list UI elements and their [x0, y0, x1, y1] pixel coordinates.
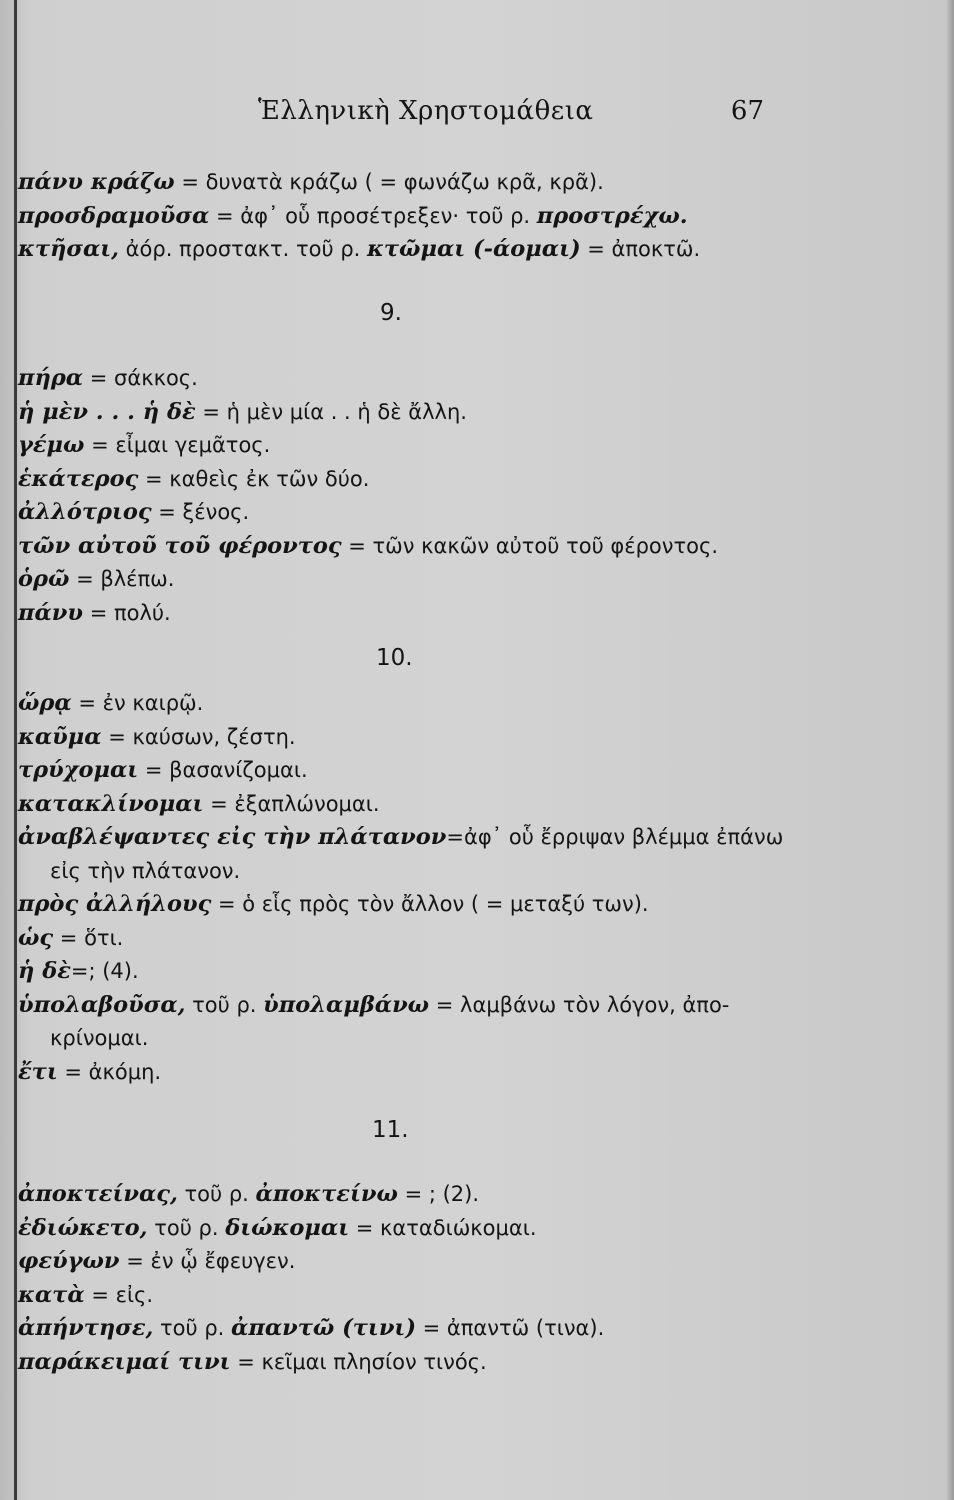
entry-lemma: ἔτι	[18, 1058, 58, 1085]
glossary-entry	[18, 922, 798, 956]
glossary-entry	[18, 687, 798, 721]
page-right-shadow	[946, 0, 954, 1500]
glossary-entry	[18, 1312, 798, 1346]
entry-lemma: τῶν αὐτοῦ τοῦ φέροντος	[18, 532, 342, 559]
entry-gloss-secondary: = ἀποκτῶ.	[580, 237, 701, 261]
entry-lemma: ἀπήντησε,	[18, 1315, 154, 1341]
entry-lemma: πάνυ κράζω	[18, 169, 175, 195]
entry-lemma: καῦμα	[18, 723, 102, 750]
entry-gloss: = ἐν καιρῷ.	[71, 691, 204, 715]
entry-lemma-secondary: κτῶμαι (-άομαι)	[367, 236, 581, 262]
entry-lemma: παράκειμαί τινι	[18, 1348, 231, 1375]
entry-gloss: = ξένος.	[151, 500, 250, 524]
entry-lemma: γέμω	[18, 432, 85, 458]
glossary-entry	[18, 821, 798, 855]
entry-lemma: ἑκάτερος	[18, 465, 139, 492]
entry-gloss: = ἡ μὲν μία . . ἡ δὲ ἄλλη.	[195, 399, 467, 424]
entry-gloss: = βλέπω.	[69, 567, 175, 591]
entry-gloss-secondary: = ἀπαντῶ (τινα).	[415, 1316, 605, 1340]
entry-gloss: ἀόρ. προστακτ. τοῦ ρ.	[119, 237, 368, 261]
entry-gloss-secondary: = καταδιώκομαι.	[349, 1215, 537, 1240]
glossary-entry	[18, 200, 798, 234]
glossary-entry	[18, 166, 798, 200]
glossary-entry-continuation	[18, 1022, 798, 1056]
glossary-entry	[18, 788, 798, 822]
section-number-10: 10.	[376, 645, 413, 671]
glossary-entry	[18, 1178, 798, 1212]
section-10	[18, 687, 798, 1089]
glossary-entry	[18, 233, 798, 267]
entry-gloss: = ἀφ᾿ οὗ προσέτρεξεν· τοῦ ρ.	[209, 203, 537, 228]
glossary-entry	[18, 754, 798, 788]
glossary-entry	[18, 955, 798, 989]
entry-gloss: τοῦ ρ.	[147, 1215, 226, 1240]
glossary-entry	[18, 1212, 798, 1246]
entry-lemma: προσδραμοῦσα	[18, 202, 210, 229]
running-title: Ἑλληνικὴ Χρηστομάθεια	[258, 96, 594, 126]
entry-gloss: =; (4).	[70, 959, 139, 983]
entry-lemma: κατὰ	[18, 1281, 85, 1308]
entry-lemma: κατακλίνομαι	[18, 790, 204, 817]
entry-gloss: τοῦ ρ.	[153, 1316, 232, 1340]
page-number: 67	[730, 96, 764, 126]
section-9	[18, 362, 798, 630]
entry-gloss: = σάκκος.	[83, 366, 198, 390]
entry-lemma: ἡ μὲν . . . ἡ δὲ	[18, 398, 196, 425]
entry-lemma: ἐδιώκετο,	[18, 1214, 148, 1241]
section-number-9: 9.	[380, 300, 402, 326]
entry-lemma: ὡς	[18, 924, 54, 951]
page-spine-edge	[14, 0, 17, 1500]
entry-gloss: = τῶν κακῶν αὐτοῦ τοῦ φέροντος.	[341, 533, 718, 558]
entry-lemma-secondary: ὑπολαμβάνω	[263, 991, 430, 1018]
entry-gloss: = καύσων, ζέστη.	[101, 724, 296, 749]
entry-gloss: = πολύ.	[83, 600, 171, 625]
entry-gloss: = ἐν ᾧ ἔφευγεν.	[119, 1249, 296, 1273]
entry-gloss: = εἰς.	[84, 1282, 154, 1307]
glossary-entry	[18, 1245, 798, 1279]
entry-lemma-secondary: διώκομαι	[225, 1214, 350, 1241]
entry-gloss: = ἀκόμη.	[57, 1059, 162, 1084]
glossary-entry	[18, 530, 798, 564]
entry-gloss: =ἀφ᾿ οὗ ἔρριψαν βλέμμα ἐπάνω	[446, 825, 784, 849]
glossary-entry	[18, 496, 798, 530]
entry-gloss: = ἐξαπλώνομαι.	[203, 791, 380, 816]
entry-lemma: ἀποκτείνας,	[18, 1181, 178, 1207]
entry-gloss: = βασανίζομαι.	[138, 758, 308, 782]
entry-gloss-continuation: κρίνομαι.	[50, 1026, 149, 1050]
entry-lemma-secondary: ἀπαντῶ (τινι)	[231, 1315, 416, 1341]
entry-gloss-secondary: = ; (2).	[397, 1182, 480, 1206]
entry-gloss-continuation: εἰς τὴν πλάτανον.	[50, 858, 241, 883]
entry-lemma: ἀναβλέψαντες εἰς τὴν πλάτανον	[18, 824, 447, 850]
glossary-entry	[18, 429, 798, 463]
glossary-entry	[18, 1279, 798, 1313]
entry-gloss: = δυνατὰ κράζω ( = φωνάζω κρᾶ, κρᾶ).	[174, 170, 604, 194]
entry-lemma: ὁρῶ	[18, 566, 70, 592]
entry-lemma: ἀλλότριος	[18, 499, 152, 525]
entry-lemma: τρύχομαι	[18, 757, 139, 783]
glossary-entry-continuation	[18, 855, 798, 889]
entry-gloss: τοῦ ρ.	[185, 992, 264, 1017]
glossary-entry	[18, 362, 798, 396]
entry-gloss: = κεῖμαι πλησίον τινός.	[230, 1349, 487, 1374]
entry-gloss: = καθεὶς ἐκ τῶν δύο.	[138, 466, 370, 491]
glossary-entry	[18, 597, 798, 631]
glossary-entry	[18, 989, 798, 1023]
glossary-entry	[18, 563, 798, 597]
glossary-entry	[18, 721, 798, 755]
entry-lemma: φεύγων	[18, 1248, 120, 1274]
entry-gloss: = ὁ εἷς πρὸς τὸν ἄλλον ( = μεταξύ των).	[211, 892, 649, 916]
glossary-entry	[18, 1056, 798, 1090]
entry-lemma: ἡ δὲ	[18, 958, 71, 984]
page-header	[0, 96, 954, 136]
entry-lemma: πήρα	[18, 365, 84, 391]
section-11	[18, 1178, 798, 1379]
glossary-entry	[18, 1346, 798, 1380]
entry-lemma-secondary: προστρέχω.	[536, 202, 688, 229]
entry-gloss: = ὅτι.	[53, 925, 124, 950]
entry-gloss: = εἶμαι γεμᾶτος.	[84, 433, 271, 457]
glossary-entry	[18, 888, 798, 922]
entry-lemma: πρὸς ἀλλήλους	[18, 891, 212, 917]
section-number-11: 11.	[372, 1117, 409, 1143]
entry-lemma: ὑπολαβοῦσα,	[18, 991, 186, 1018]
entry-lemma: κτῆσαι,	[18, 236, 119, 262]
glossary-entry	[18, 463, 798, 497]
entry-gloss: τοῦ ρ.	[177, 1182, 256, 1206]
entry-lemma-secondary: ἀποκτείνω	[255, 1181, 398, 1207]
entry-gloss-secondary: = λαμβάνω τὸν λόγον, ἀπο-	[429, 992, 730, 1017]
glossary-entry	[18, 396, 798, 430]
entry-lemma: ὥρᾳ	[18, 690, 72, 716]
entry-lemma: πάνυ	[18, 599, 84, 626]
section-continued	[18, 166, 798, 267]
